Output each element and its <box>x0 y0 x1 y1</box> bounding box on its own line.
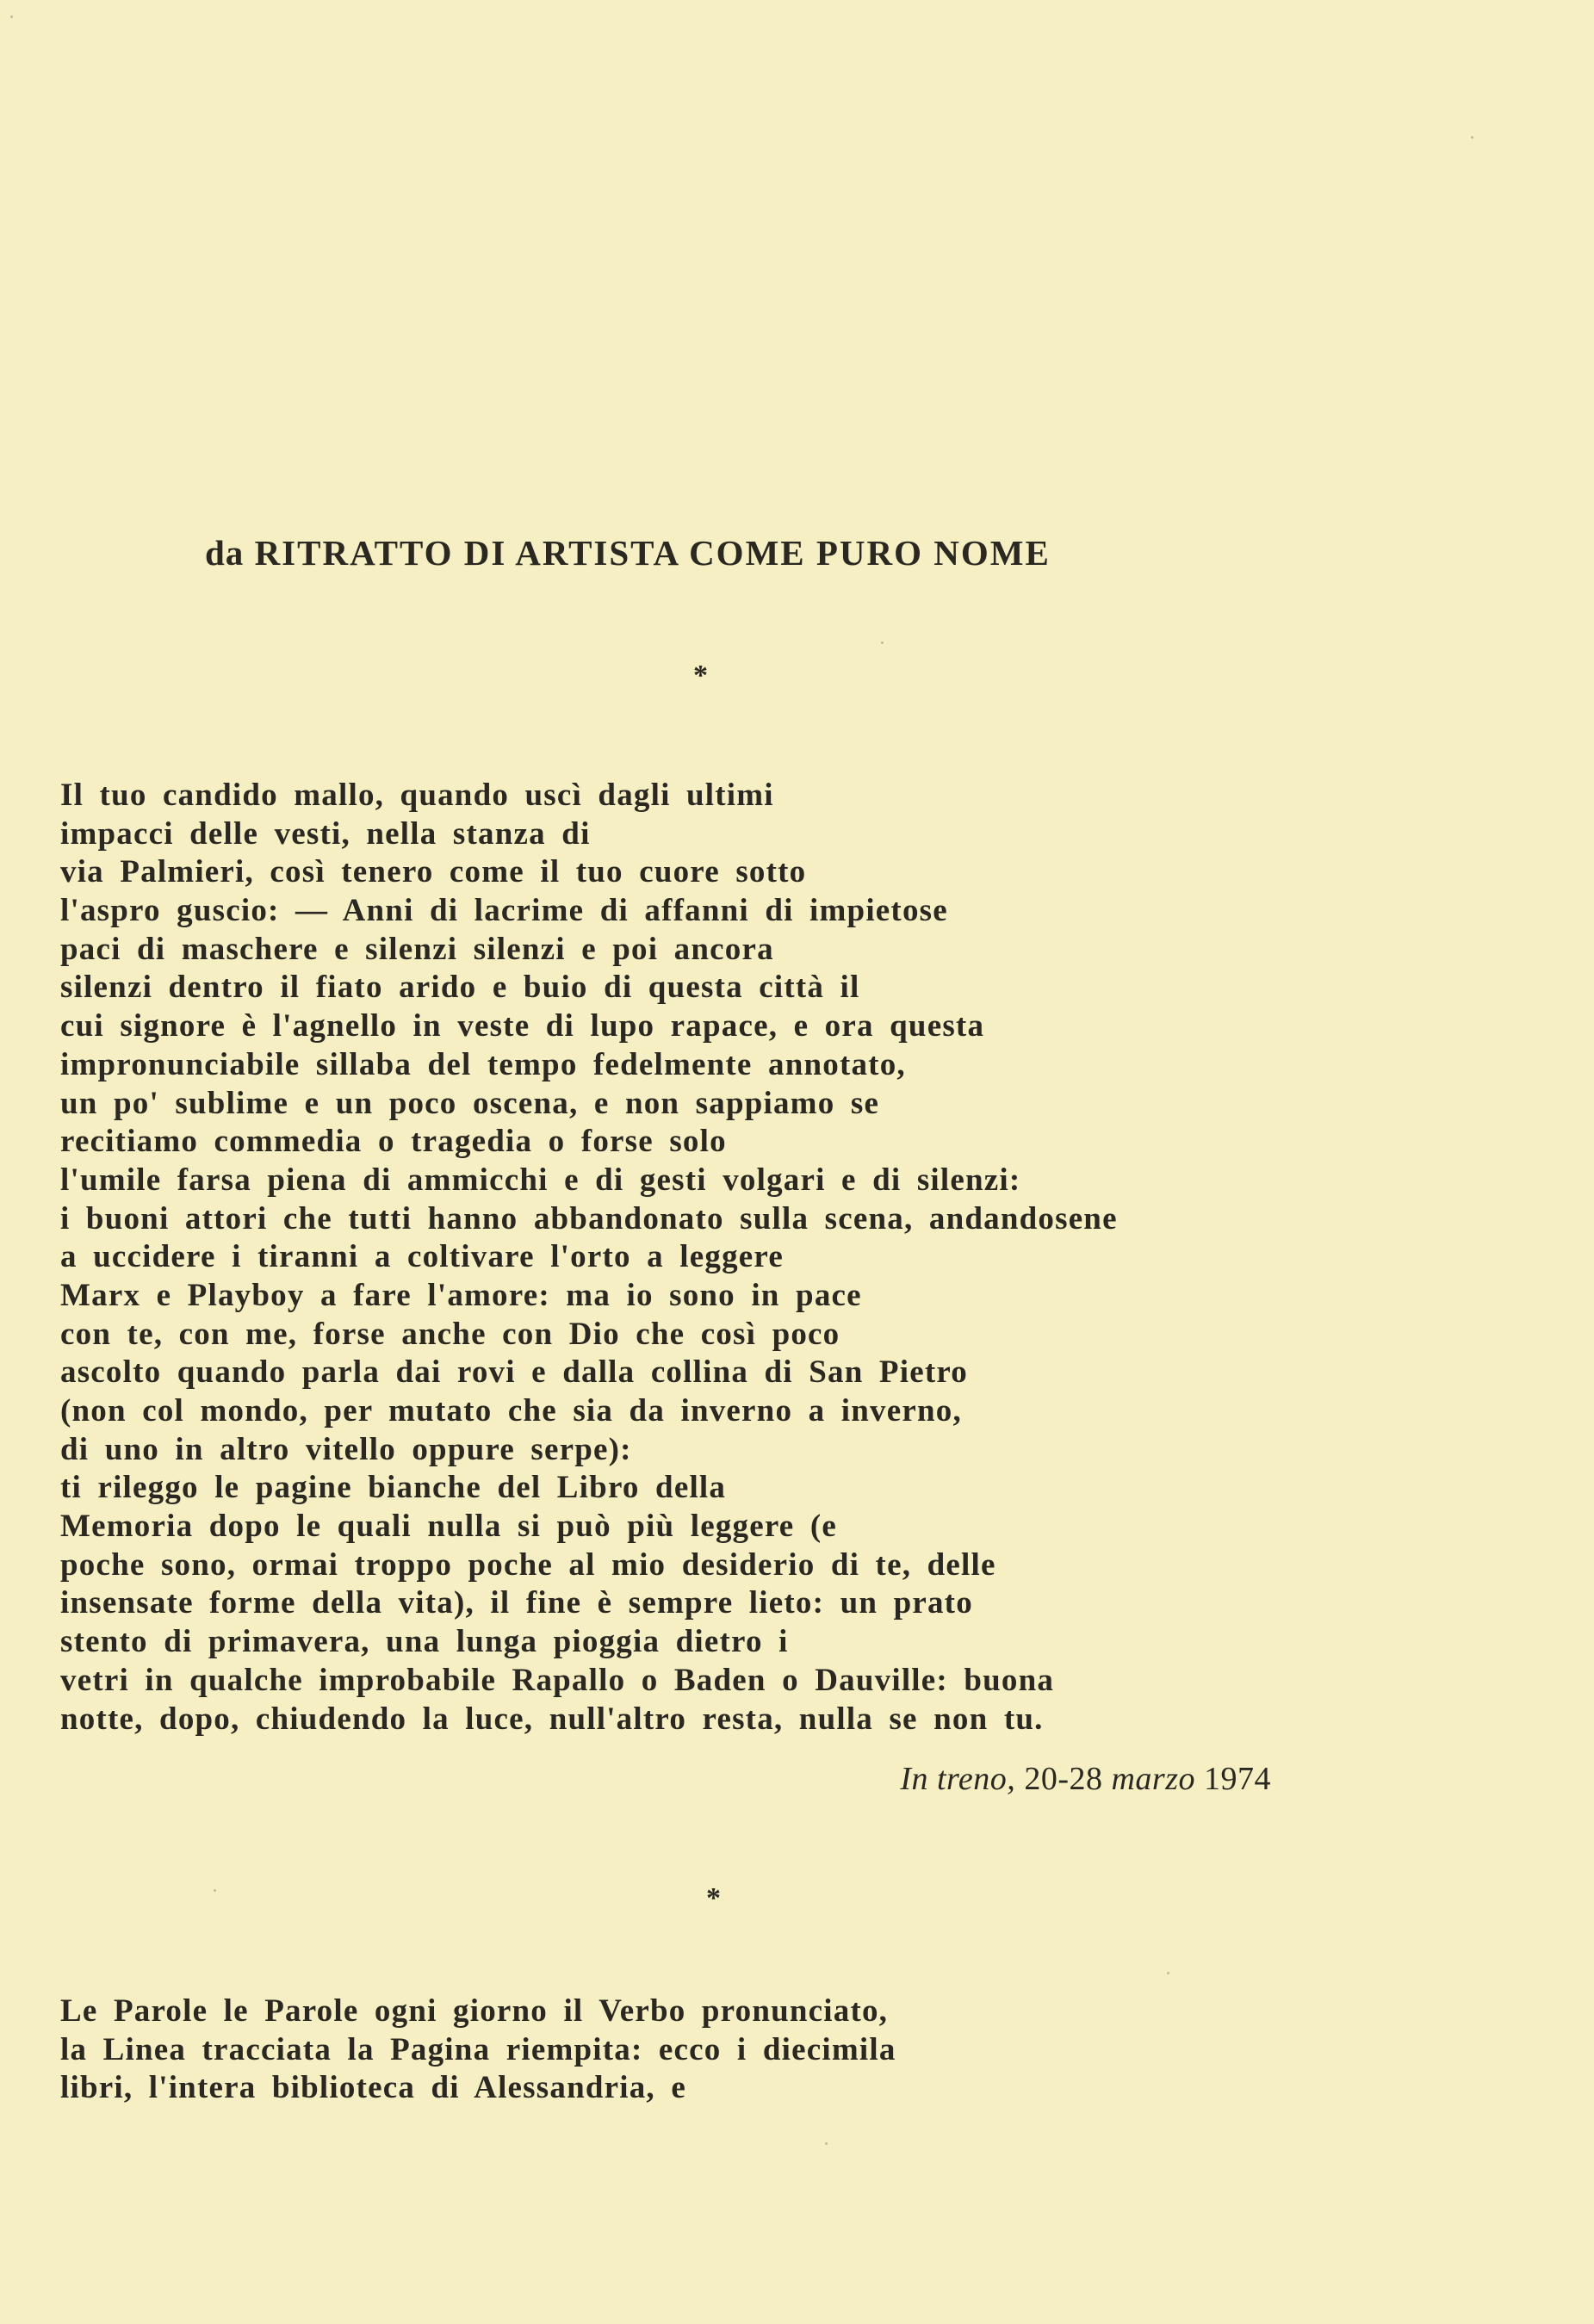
paper-speck <box>1471 136 1473 139</box>
poem-2 <box>60 1992 896 2108</box>
poem-line: a uccidere i tiranni a coltivare l'orto a leggere <box>60 1239 785 1275</box>
poem-line: l'umile farsa piena di ammicchi e di gesti volgari e di silenzi: <box>60 1162 1021 1198</box>
poem-line: notte, dopo, chiudendo la luce, null'altro resta, nulla se non tu. <box>60 1701 1044 1737</box>
dateline-place: In treno, <box>900 1761 1016 1797</box>
poem-1 <box>60 777 1118 1738</box>
poem-line: recitiamo commedia o tragedia o forse solo <box>60 1124 727 1160</box>
poem-line: insensate forme della vita), il fine è sempre lieto: un prato <box>60 1585 973 1621</box>
paper-speck <box>1167 1972 1169 1974</box>
poem-line: l'aspro guscio: — Anni di lacrime di affanni di impietose <box>60 893 948 929</box>
section-separator-2: * <box>706 1882 721 1914</box>
dateline-dates: 20-28 <box>1024 1761 1103 1797</box>
poem-line: poche sono, ormai troppo poche al mio desiderio di te, delle <box>60 1546 996 1583</box>
poem-line: impacci delle vesti, nella stanza di <box>60 815 591 852</box>
poem-line: un po' sublime e un poco oscena, e non sappiamo se <box>60 1085 880 1121</box>
poem-line: Memoria dopo le quali nulla si può più leggere (e <box>60 1509 838 1545</box>
poem-line: paci di maschere e silenzi silenzi e poi ancora <box>60 931 774 967</box>
poem-line: vetri in qualche improbabile Rapallo o Baden o Dauville: buona <box>60 1662 1055 1698</box>
poem-line: Il tuo candido mallo, quando uscì dagli ultimi <box>60 778 774 813</box>
dateline-month: marzo <box>1111 1761 1195 1797</box>
poem-line: cui signore è l'agnello in veste di lupo rapace, e ora questa <box>60 1008 985 1044</box>
page-title <box>205 532 1051 573</box>
poem-line: Marx e Playboy a fare l'amore: ma io sono in pace <box>60 1277 862 1313</box>
poem-line: impronunciabile sillaba del tempo fedelmente annotato, <box>60 1046 906 1082</box>
poem-line: Le Parole le Parole ogni giorno il Verbo pronunciato, <box>60 1993 889 2029</box>
paper-speck <box>214 1889 216 1892</box>
paper-speck <box>825 2142 828 2145</box>
poem-line: (non col mondo, per mutato che sia da inverno a inverno, <box>60 1393 962 1428</box>
poem-line: la Linea tracciata la Pagina riempita: ecco i diecimila <box>60 2031 896 2067</box>
title-prefix: da <box>205 533 245 573</box>
poem-line: di uno in altro vitello oppure serpe): <box>60 1431 632 1467</box>
poem-line: stento di primavera, una lunga pioggia dietro i <box>60 1624 789 1660</box>
poem-line: ti rileggo le pagine bianche del Libro della <box>60 1470 727 1506</box>
poem-dateline <box>900 1760 1271 1798</box>
poem-line: via Palmieri, così tenero come il tuo cuore sotto <box>60 854 807 890</box>
poem-line: con te, con me, forse anche con Dio che così poco <box>60 1316 840 1352</box>
paper-speck <box>10 15 13 18</box>
title-main: RITRATTO DI ARTISTA COME PURO NOME <box>254 533 1051 573</box>
poem-line: silenzi dentro il fiato arido e buio di questa città il <box>60 970 860 1006</box>
section-separator-1: * <box>693 660 708 691</box>
poem-line: i buoni attori che tutti hanno abbandonato sulla scena, andandosene <box>60 1200 1118 1236</box>
paper-speck <box>881 641 884 644</box>
poem-line: ascolto quando parla dai rovi e dalla collina di San Pietro <box>60 1354 968 1391</box>
dateline-year: 1974 <box>1204 1761 1271 1797</box>
poem-line: libri, l'intera biblioteca di Alessandria, e <box>60 2070 686 2106</box>
